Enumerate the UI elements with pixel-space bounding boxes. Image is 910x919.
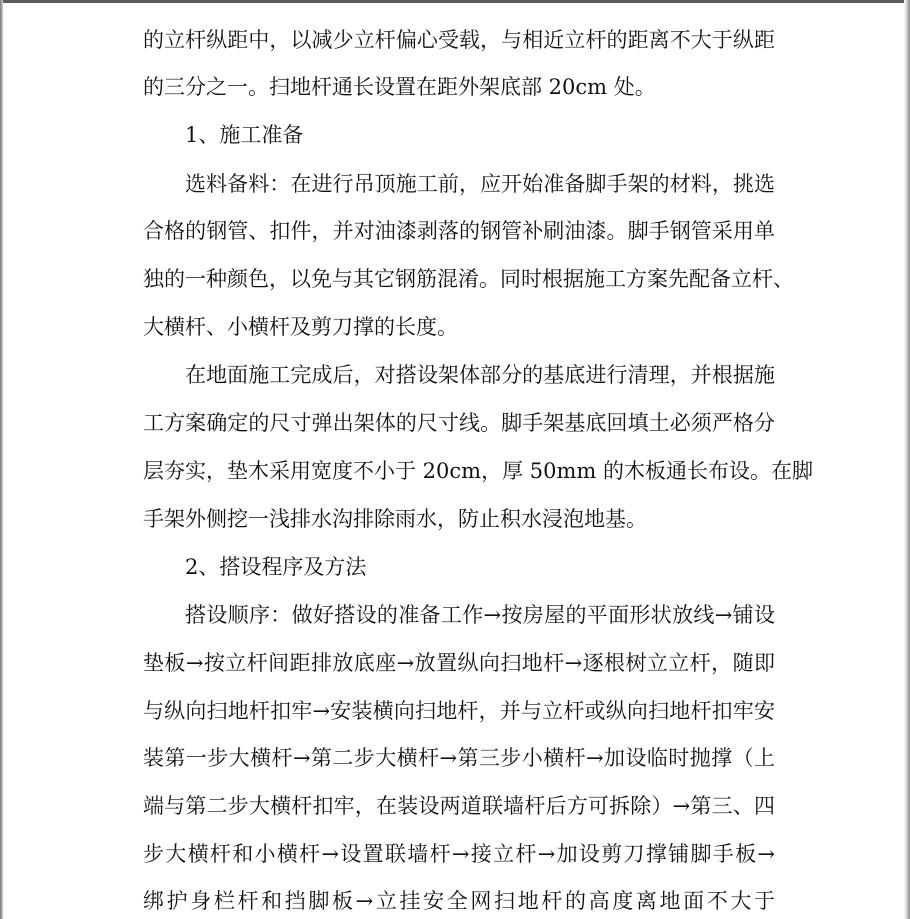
text-line: 层夯实，垫木采用宽度不小于 20cm，厚 50mm 的木板通长布设。在脚: [143, 459, 813, 483]
text-line: 与纵向扫地杆扣牢→安装横向扫地杆，并与立杆或纵向扫地杆扣牢安: [143, 699, 775, 723]
text-line: 工方案确定的尺寸弹出架体的尺寸线。脚手架基底回填土必须严格分: [143, 411, 775, 435]
text-line: 步大横杆和小横杆→设置联墙杆→接立杆→加设剪刀撑铺脚手板→: [143, 842, 775, 866]
page-right-edge: [904, 0, 910, 919]
text-line: 独的一种颜色，以免与其它钢筋混淆。同时根据施工方案先配备立杆、: [143, 267, 794, 291]
text-line: 绑护身栏杆和挡脚板→立挂安全网扫地杆的高度离地面不大于: [143, 889, 775, 913]
section-heading: 1、施工准备: [185, 123, 304, 147]
section-heading: 2、搭设程序及方法: [185, 555, 367, 579]
text-line: 搭设顺序：做好搭设的准备工作→按房屋的平面形状放线→铺设: [185, 603, 775, 627]
document-page: [3, 3, 904, 919]
text-line: 的立杆纵距中，以减少立杆偏心受载，与相近立杆的距离不大于纵距: [143, 28, 775, 52]
viewer-top-border: [0, 0, 910, 3]
text-line: 装第一步大横杆→第二步大横杆→第三步小横杆→加设临时抛撑（上: [143, 746, 775, 770]
text-line: 垫板→按立杆间距排放底座→放置纵向扫地杆→逐根树立立杆，随即: [143, 651, 775, 675]
text-line: 在地面施工完成后，对搭设架体部分的基底进行清理，并根据施: [185, 363, 775, 387]
text-line: 选料备料：在进行吊顶施工前，应开始准备脚手架的材料，挑选: [185, 172, 775, 196]
text-line: 手架外侧挖一浅排水沟排除雨水，防止积水浸泡地基。: [143, 507, 647, 531]
page-left-edge: [0, 0, 3, 919]
text-line: 端与第二步大横杆扣牢，在装设两道联墙杆后方可拆除）→第三、四: [143, 794, 775, 818]
text-line: 大横杆、小横杆及剪刀撑的长度。: [143, 315, 458, 339]
text-line: 的三分之一。扫地杆通长设置在距外架底部 20cm 处。: [143, 75, 656, 99]
text-line: 合格的钢管、扣件，并对油漆剥落的钢管补刷油漆。脚手钢管采用单: [143, 219, 775, 243]
